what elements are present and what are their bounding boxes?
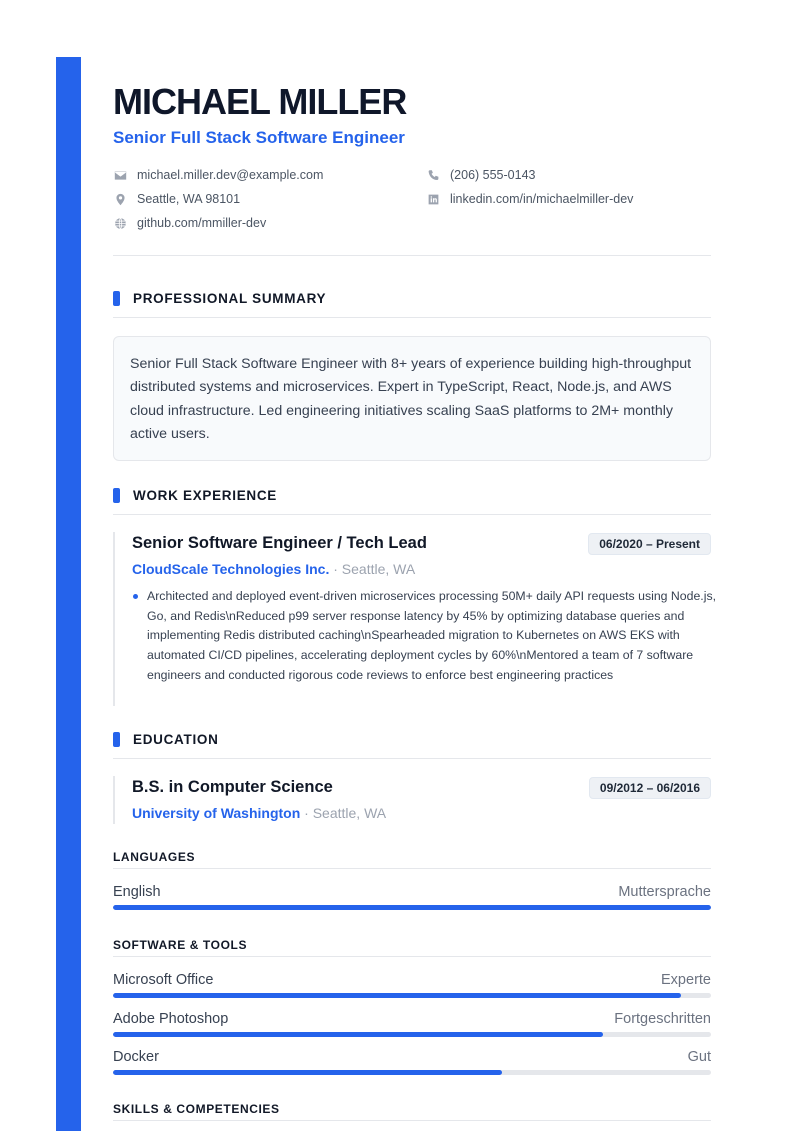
job-dates: 06/2020 – Present [588, 533, 711, 555]
skill-row [113, 1010, 711, 1040]
education-entry [113, 776, 711, 824]
skill-row [113, 971, 711, 1001]
proficiency-fill [113, 1032, 603, 1037]
degree-title: B.S. in Computer Science [132, 778, 333, 796]
school-location: · Seattle, WA [304, 805, 387, 821]
education-heading-label: EDUCATION [133, 732, 219, 747]
skill-level: Gut [687, 1049, 711, 1065]
skill-name: Adobe Photoshop [113, 1010, 229, 1027]
skills-heading [113, 1100, 711, 1121]
skill-level: Muttersprache [618, 884, 711, 900]
contact-email[interactable] [113, 167, 323, 183]
envelope-icon [113, 168, 127, 182]
section-marker [113, 291, 120, 306]
summary-box [113, 336, 711, 461]
phone-icon [426, 168, 440, 182]
email-text: michael.miller.dev@example.com [137, 168, 324, 182]
proficiency-track [113, 993, 711, 998]
company-name: CloudScale Technologies Inc. [132, 561, 330, 577]
summary-text: Senior Full Stack Software Engineer with 8+ years of experience building high-throughput distributed systems and microservices. Expert in TypeScript, React, Node.js, and AWS cloud infrastructure. Led engineering initiatives scaling SaaS platforms to 2M+ monthly active users. [130, 356, 692, 442]
summary-heading-label: PROFESSIONAL SUMMARY [133, 291, 327, 306]
job-org-line [132, 560, 415, 578]
section-marker [113, 488, 120, 503]
skill-row [113, 1048, 711, 1078]
experience-heading [113, 488, 711, 515]
proficiency-fill [113, 993, 681, 998]
job-bullets [132, 587, 717, 686]
contact-phone[interactable] [426, 167, 535, 183]
contact-linkedin[interactable] [426, 191, 633, 207]
github-text: github.com/mmiller-dev [137, 216, 267, 230]
tools-heading-label: SOFTWARE & TOOLS [113, 938, 248, 952]
contact-location [113, 191, 240, 207]
skill-level: Experte [661, 972, 711, 988]
list-item: Architected and deployed event-driven microservices processing 50M+ daily API requests using Node.js, Go, and Redis\nReduced p99 server response latency by 45% by optimizing database queries and implementing Redis distributed caching\nSpearheaded migration to Kubernetes on AWS EKS with automated CI/CD pipelines, accelerating deployment cycles by 60%\nMentored a team of 7 software engineers and conducted rigorous code reviews to enforce best engineering practices [147, 587, 717, 686]
proficiency-fill [113, 1070, 502, 1075]
education-heading [113, 732, 711, 759]
proficiency-track [113, 1070, 711, 1075]
map-pin-icon [113, 192, 127, 206]
skill-row [113, 883, 711, 913]
proficiency-fill [113, 905, 711, 910]
skill-name: Microsoft Office [113, 972, 214, 988]
header-divider [113, 255, 711, 256]
summary-heading [113, 291, 711, 318]
globe-icon [113, 216, 127, 230]
accent-bar [56, 57, 81, 1131]
candidate-name: MICHAEL MILLER [113, 81, 407, 122]
contact-github[interactable] [113, 215, 266, 231]
proficiency-track [113, 1032, 711, 1037]
languages-heading-label: LANGUAGES [113, 850, 196, 864]
candidate-title: Senior Full Stack Software Engineer [113, 128, 405, 147]
education-dates: 09/2012 – 06/2016 [589, 777, 711, 799]
skill-name: Docker [113, 1049, 159, 1065]
skills-heading-label: SKILLS & COMPETENCIES [113, 1102, 280, 1116]
skill-name: English [113, 884, 161, 900]
phone-text: (206) 555-0143 [450, 168, 536, 182]
education-org-line [132, 804, 386, 822]
linkedin-text: linkedin.com/in/michaelmiller-dev [450, 192, 634, 206]
proficiency-track [113, 905, 711, 910]
experience-heading-label: WORK EXPERIENCE [133, 488, 278, 503]
linkedin-icon [426, 192, 440, 206]
location-text: Seattle, WA 98101 [137, 192, 241, 206]
skill-level: Fortgeschritten [614, 1010, 711, 1027]
section-marker [113, 732, 120, 747]
school-name: University of Washington [132, 805, 301, 821]
languages-heading [113, 848, 711, 869]
tools-heading [113, 936, 711, 957]
job-title: Senior Software Engineer / Tech Lead [132, 534, 427, 552]
job-entry [113, 532, 717, 706]
job-location: · Seattle, WA [333, 561, 416, 577]
